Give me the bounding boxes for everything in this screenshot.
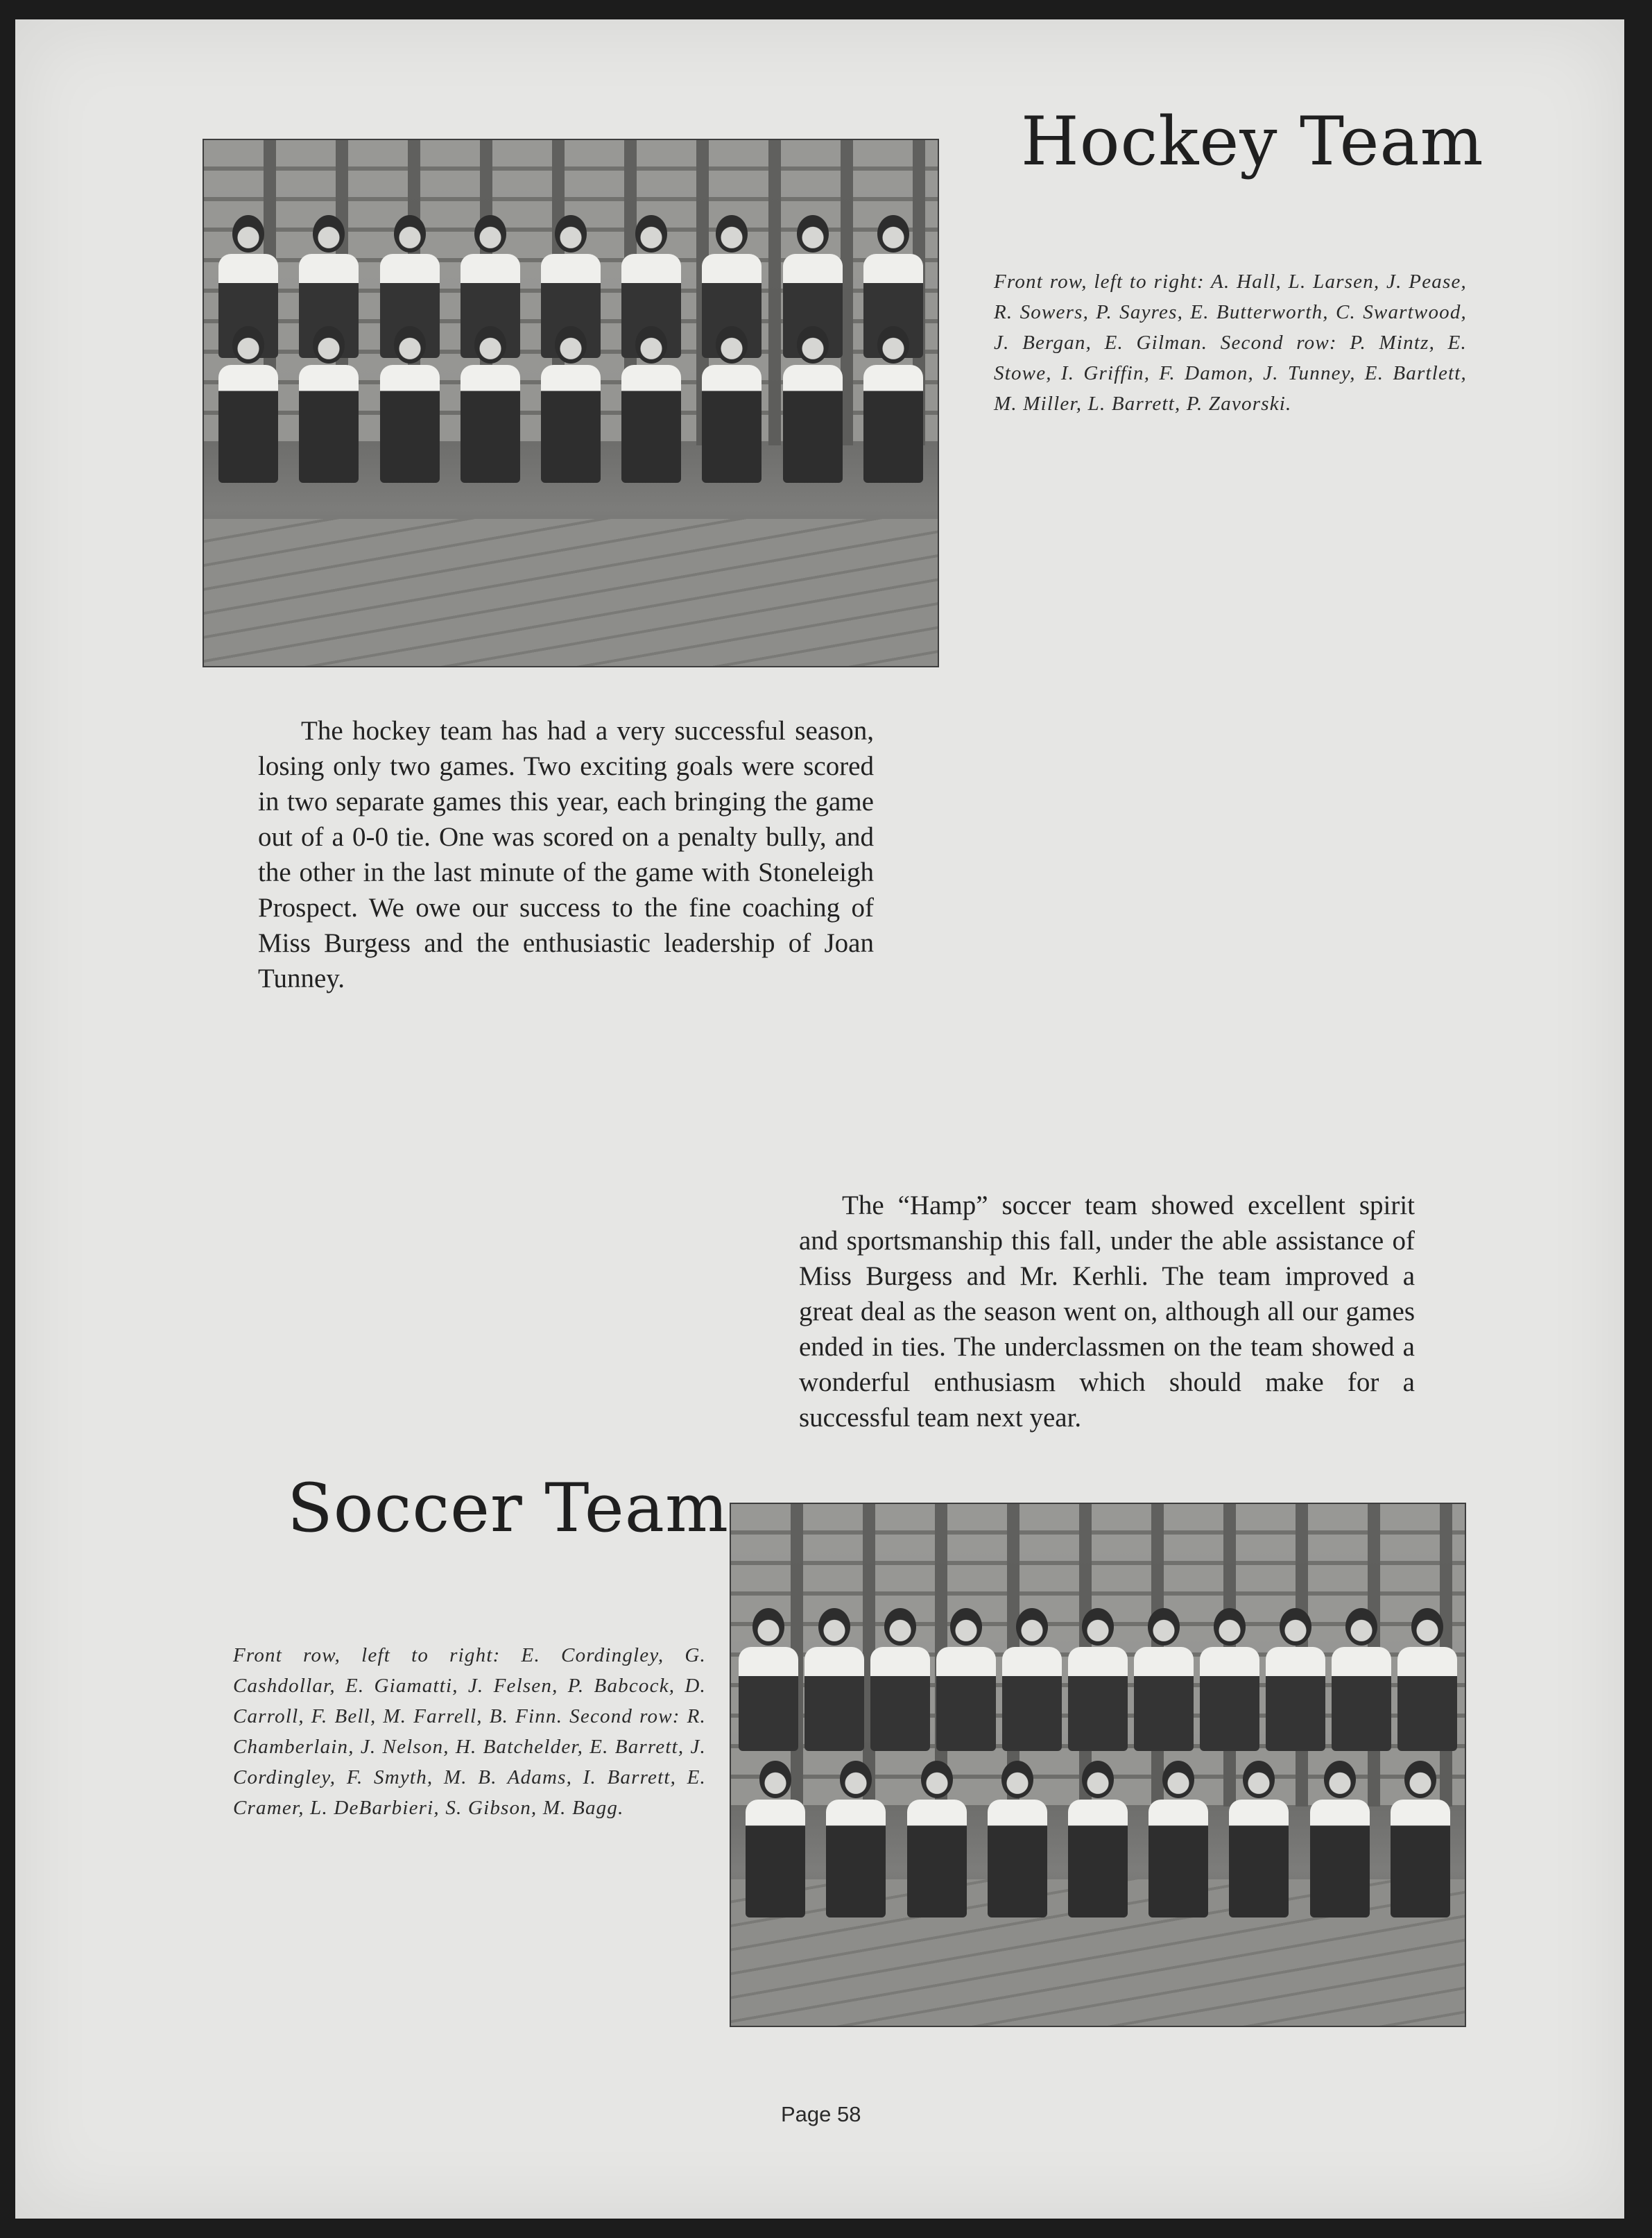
player-figure: [461, 326, 520, 483]
player-figure: [1002, 1608, 1062, 1751]
hockey-team-photo: [203, 139, 939, 667]
soccer-front-row: [731, 1761, 1465, 1917]
player-figure: [1397, 1608, 1457, 1751]
hockey-team-title: Hockey Team: [1021, 103, 1484, 180]
yearbook-page: [15, 19, 1624, 2219]
player-figure: [541, 326, 601, 483]
player-figure: [870, 1608, 930, 1751]
player-figure: [1332, 1608, 1391, 1751]
player-figure: [739, 1608, 798, 1751]
player-figure: [746, 1761, 805, 1917]
player-figure: [1229, 1761, 1289, 1917]
player-figure: [783, 326, 843, 483]
soccer-team-description: The “Hamp” soccer team showed excellent spirit and sportsmanship this fall, under the able assistance of Miss Burgess and Mr. Kerhli. The team improved a great deal as the season went on, although all our games ended in ties. The underclassmen on the team showed a wonderful enthusiasm which should make for a successful team next year.: [799, 1190, 1415, 1433]
player-figure: [907, 1761, 967, 1917]
player-figure: [863, 326, 923, 483]
player-figure: [988, 1761, 1047, 1917]
player-figure: [1134, 1608, 1194, 1751]
player-figure: [1148, 1761, 1208, 1917]
player-figure: [1266, 1608, 1325, 1751]
player-figure: [1068, 1608, 1128, 1751]
page-number: Page 58: [781, 2102, 861, 2126]
player-figure: [826, 1761, 886, 1917]
player-figure: [621, 326, 681, 483]
gym-floor: [204, 519, 938, 666]
player-figure: [1068, 1761, 1128, 1917]
player-figure: [380, 326, 440, 483]
soccer-team-photo: [730, 1503, 1466, 2027]
player-figure: [936, 1608, 996, 1751]
player-figure: [299, 326, 359, 483]
soccer-back-row: [731, 1608, 1465, 1751]
player-figure: [702, 326, 762, 483]
player-figure: [1391, 1761, 1450, 1917]
player-figure: [1310, 1761, 1370, 1917]
hockey-front-row: [204, 326, 938, 483]
hockey-team-caption: Front row, left to right: A. Hall, L. Larsen, J. Pease, R. Sowers, P. Sayres, E. Butterworth, C. Swartwood, J. Bergan, E. Gilman. Second row: P. Mintz, E. Stowe, I. Griffin, F. Damon, J. Tunney, E. Bartlett, M. Miller, L. Barrett, P. Zavorski.: [994, 271, 1467, 415]
soccer-team-title: Soccer Team: [287, 1469, 729, 1547]
soccer-team-caption: Front row, left to right: E. Cordingley, G. Cashdollar, E. Giamatti, J. Felsen, P. Babcock, D. Carroll, F. Bell, M. Farrell, B. Finn. Second row: R. Chamberlain, J. Nelson, H. Batchelder, E. Barrett, J. Cordingley, F. Smyth, M. B. Adams, I. Barrett, E. Cramer, L. DeBarbieri, S. Gibson, M. Bagg.: [233, 1644, 706, 1819]
player-figure: [218, 326, 278, 483]
hockey-team-description: The hockey team has had a very successful season, losing only two games. Two exciting goals were scored in two separate games this year, each bringing the game out of a 0-0 tie. One was scored on a penalty bully, and the other in the last minute of the game with Stoneleigh Prospect. We owe our success to the fine coaching of Miss Burgess and the enthusiastic leadership of Joan Tunney.: [258, 716, 874, 993]
player-figure: [1200, 1608, 1259, 1751]
player-figure: [805, 1608, 864, 1751]
